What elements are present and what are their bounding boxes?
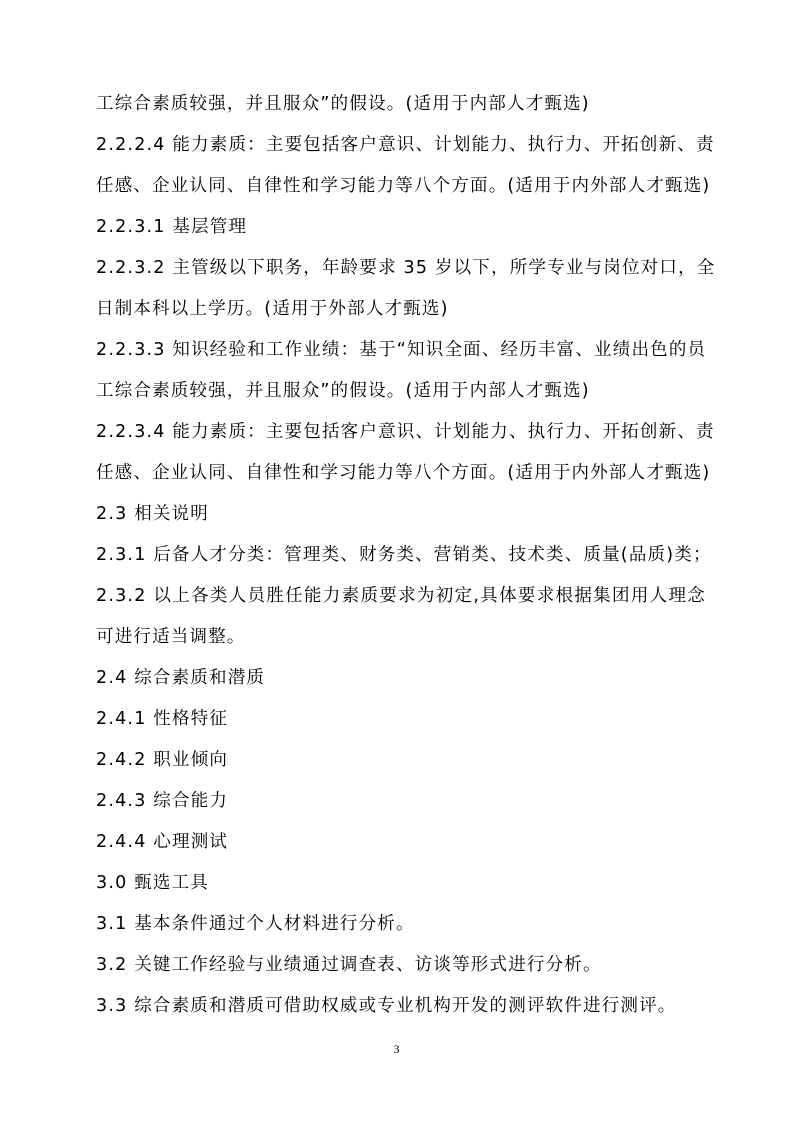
text-line: 2.2.2.4 能力素质：主要包括客户意识、计划能力、执行力、开拓创新、责 [96,135,715,155]
text-line: 2.2.3.2 主管级以下职务，年龄要求 35 岁以下，所学专业与岗位对口，全 [96,258,716,278]
list-item: 2.4.2 职业倾向 [96,750,229,770]
list-item: 2.4.4 心理测试 [96,832,229,852]
section-heading: 2.3 相关说明 [96,504,209,524]
list-item: 3.1 基本条件通过个人材料进行分析。 [96,914,415,934]
section-heading: 2.2.3.1 基层管理 [96,217,248,237]
text-line: 2.2.3.4 能力素质：主要包括客户意识、计划能力、执行力、开拓创新、责 [96,422,715,442]
text-line: 2.3.1 后备人才分类：管理类、财务类、营销类、技术类、质量(品质)类； [96,545,712,565]
text-line: 可进行适当调整。 [96,627,246,647]
text-line: 工综合素质较强，并且服众”的假设。(适用于内部人才甄选) [96,381,590,401]
text-line: 任感、企业认同、自律性和学习能力等八个方面。(适用于内外部人才甄选) [96,463,711,483]
section-heading: 3.0 甄选工具 [96,873,209,893]
list-item: 3.3 综合素质和潜质可借助权威或专业机构开发的测评软件进行测评。 [96,996,677,1016]
text-line: 日制本科以上学历。(适用于外部人才甄选) [96,299,449,319]
list-item: 2.4.1 性格特征 [96,709,229,729]
text-line: 工综合素质较强，并且服众”的假设。(适用于内部人才甄选) [96,94,590,114]
text-line: 2.3.2 以上各类人员胜任能力素质要求为初定,具体要求根据集团用人理念 [96,586,706,606]
list-item: 2.4.3 综合能力 [96,791,229,811]
page-number: 3 [393,1042,400,1056]
list-item: 3.2 关键工作经验与业绩通过调查表、访谈等形式进行分析。 [96,955,602,975]
text-line: 2.2.3.3 知识经验和工作业绩：基于“知识全面、经历丰富、业绩出色的员 [96,340,707,360]
text-line: 任感、企业认同、自律性和学习能力等八个方面。(适用于内外部人才甄选) [96,176,711,196]
section-heading: 2.4 综合素质和潜质 [96,668,266,688]
